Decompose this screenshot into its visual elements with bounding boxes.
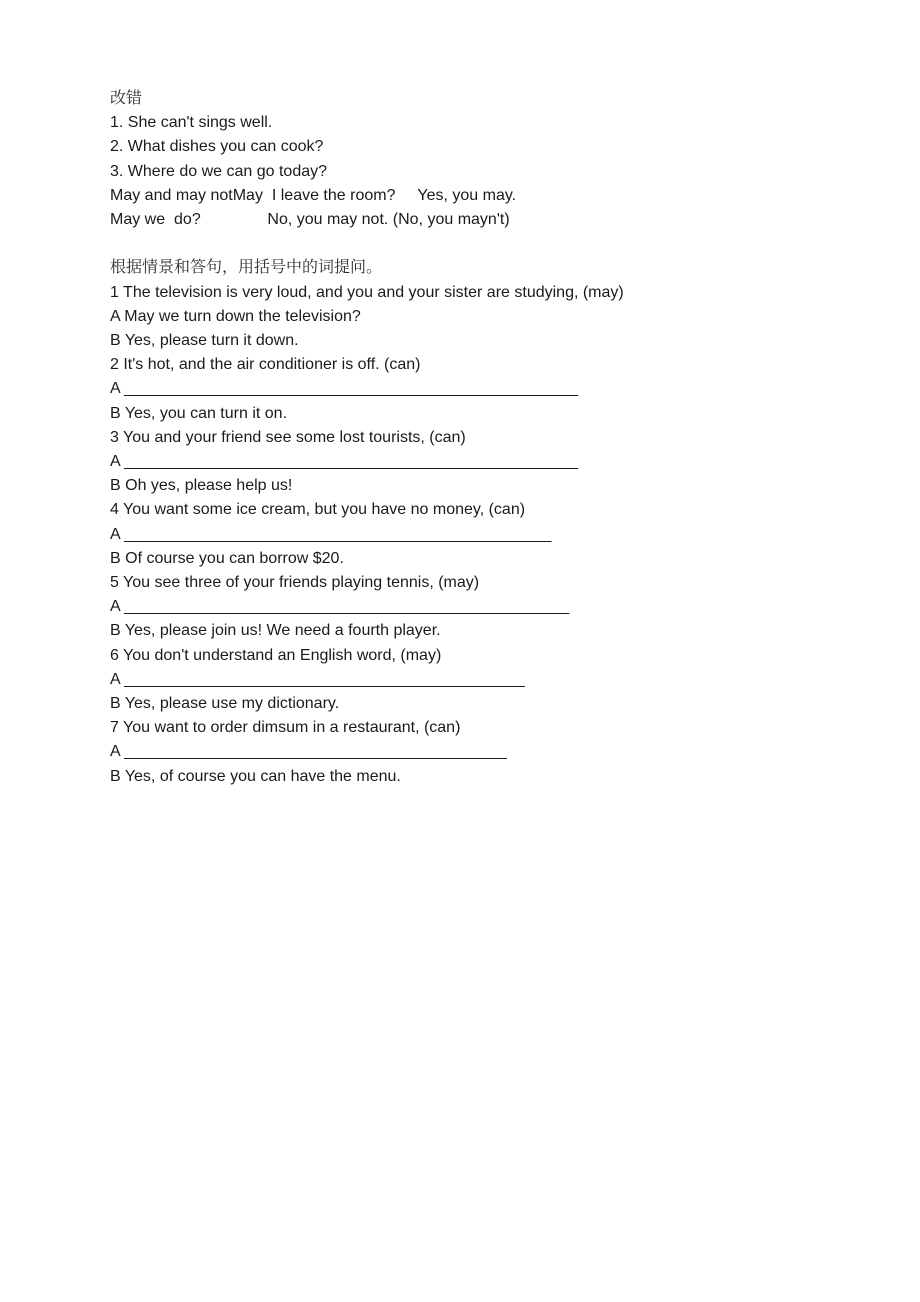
answer-line-b-5: B Yes, please join us! We need a fourth player. (110, 622, 441, 640)
question-prompt-1: 1 The television is very loud, and you and your sister are studying, (may) (110, 283, 624, 301)
question-prompt-4: 4 You want some ice cream, but you have no money, (can) (110, 501, 526, 519)
answer-line-b-3: B Oh yes, please help us! (110, 477, 293, 495)
error-sentence-3: 3. Where do we can go today? (110, 162, 328, 180)
answer-blank-a-3: A ___________________________________________________ (110, 453, 579, 471)
answer-blank-a-6: A _____________________________________________ (110, 670, 525, 688)
blank-line (110, 232, 890, 256)
answer-blank-a-5: A __________________________________________________ (110, 598, 570, 616)
question-prompt-2: 2 It's hot, and the air conditioner is off. (can) (110, 356, 421, 374)
question-prompt-3: 3 You and your friend see some lost tourists, (can) (110, 428, 466, 446)
may-usage-note-2: May we do? No, you may not. (No, you mayn't) (110, 211, 510, 229)
answer-line-b-7: B Yes, of course you can have the menu. (110, 767, 401, 785)
answer-blank-a-7: A ___________________________________________ (110, 743, 507, 761)
answer-line-b-6: B Yes, please use my dictionary. (110, 695, 340, 713)
answer-line-a-1: A May we turn down the television? (110, 307, 361, 325)
answer-line-b-2: B Yes, you can turn it on. (110, 404, 288, 422)
question-prompt-6: 6 You don't understand an English word, (may) (110, 646, 442, 664)
section-heading-error-correction: 改错 (110, 90, 143, 107)
answer-blank-a-2: A ___________________________________________________ (110, 380, 579, 398)
may-usage-note-1: May and may notMay I leave the room? Yes, you may. (110, 186, 517, 204)
answer-line-b-1: B Yes, please turn it down. (110, 332, 299, 350)
worksheet-content (110, 87, 890, 789)
answer-blank-a-4: A ________________________________________________ (110, 525, 552, 543)
error-sentence-2: 2. What dishes you can cook? (110, 138, 324, 156)
question-prompt-5: 5 You see three of your friends playing tennis, (may) (110, 574, 480, 592)
error-sentence-1: 1. She can't sings well. (110, 114, 273, 132)
answer-line-b-4: B Of course you can borrow $20. (110, 549, 344, 567)
section-instruction: 根据情景和答句，用括号中的词提问。 (110, 259, 383, 277)
question-prompt-7: 7 You want to order dimsum in a restaurant, (can) (110, 719, 461, 737)
